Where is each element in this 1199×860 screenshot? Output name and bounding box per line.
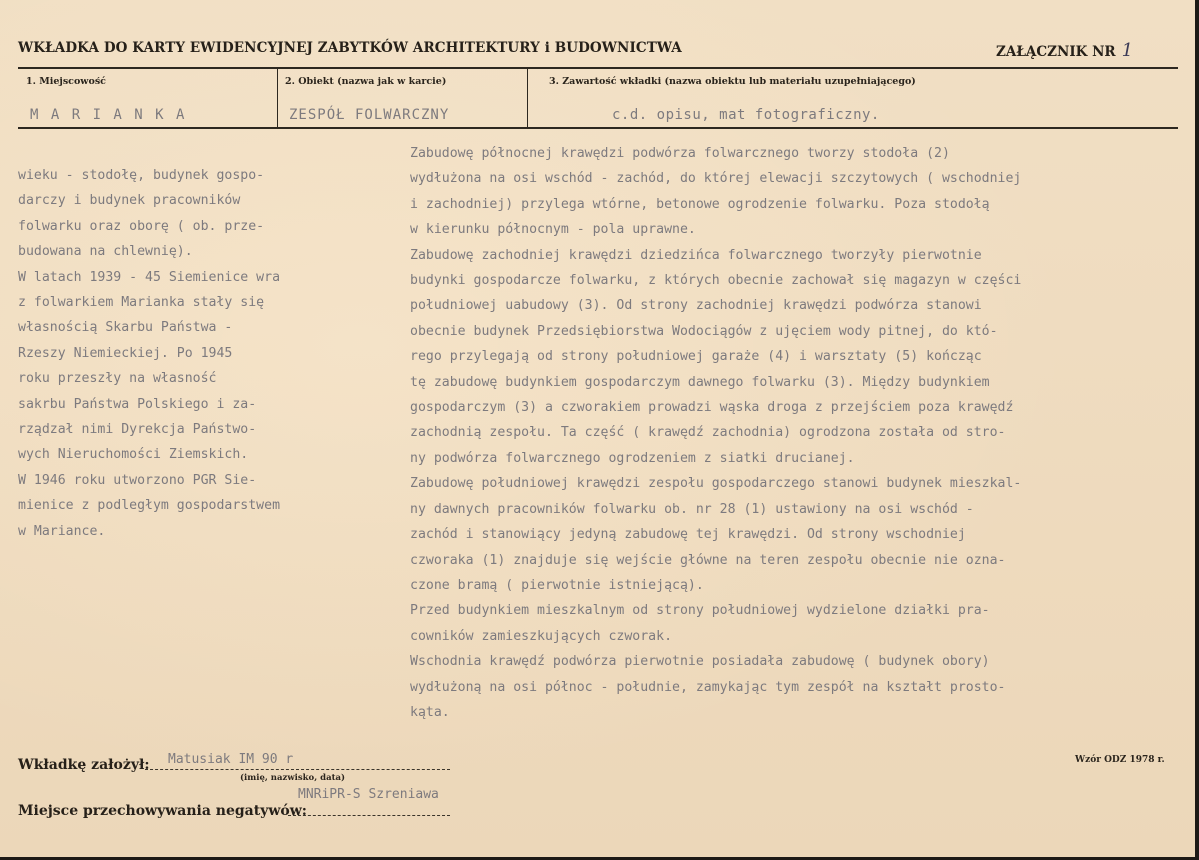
header-top-rule: [18, 67, 1178, 69]
right-paragraph: Zabudowę północnej krawędzi podwórza folwarcznego tworzy stodoła (2) wydłużona na osi wschód - zachód, do której elewacji szczytowych ( wschodniej i zachodniej) przylega wtórne, betonowe ogrodzenie folwarku. Poza stodołą w kierunku północnym - pola uprawne.: [410, 146, 1022, 238]
right-paragraph: Wschodnia krawędź podwórza pierwotnie posiadała zabudowę ( budynek obory) wydłużoną na osi północ - południe, zamykając tym zespół na kształt prosto- kąta.: [410, 654, 1006, 720]
field-divider-1: [277, 67, 278, 127]
annex-number: 1: [1121, 40, 1134, 61]
locality-label: 1. Miejscowość: [26, 76, 106, 87]
author-note: (imię, nazwisko, data): [240, 773, 346, 783]
annex-label: [996, 40, 1133, 61]
left-paragraph: wieku - stodołę, budynek gospo- darczy i budynek pracowników folwarku oraz oborę ( ob. prze- budowana na chlewnię).: [18, 168, 265, 260]
negatives-value: MNRiPR-S Szreniawa: [298, 787, 439, 802]
field-divider-2: [527, 67, 528, 127]
description-left-column: [18, 163, 363, 544]
annex-label-text: ZAŁĄCZNIK NR: [996, 44, 1116, 60]
contents-label: 3. Zawartość wkładki (nazwa obiektu lub materiału uzupełniającego): [549, 76, 916, 87]
right-paragraph: Zabudowę południowej krawędzi zespołu gospodarczego stanowi budynek mieszkal- ny dawnych pracowników folwarku ob. nr 28 (1) ustawiony na osi wschód - zachód i stanowiący jedyną zabudowę tej krawędzi. Od strony wschodniej czworaka (1) znajduje się wejście główne na teren zespołu obecnie nie ozna- czone bramą ( pierwotnie istniejącą).: [410, 476, 1022, 593]
author-line: [145, 769, 450, 770]
left-paragraph: W latach 1939 - 45 Siemienice wra z folwarkiem Marianka stały się własnością Skarbu Państwa - Rzeszy Niemieckiej. Po 1945 roku przeszły na własność sakrbu Państwa Polskiego i za- rządzał nimi Dyrekcja Państwo- wych Nieruchomości Ziemskich. W 1946 roku utworzono PGR Sie- mienice z podległym gospodarstwem w Mariance.: [18, 269, 281, 539]
header-bottom-rule: [18, 127, 1178, 129]
form-title: WKŁADKA DO KARTY EWIDENCYJNEJ ZABYTKÓW ARCHITEKTURY i BUDOWNICTWA: [18, 40, 682, 56]
description-right-column: [410, 141, 1186, 725]
author-value: Matusiak IM 90 r: [168, 752, 294, 767]
form-code: Wzór ODZ 1978 r.: [1075, 755, 1165, 765]
negatives-label: Miejsce przechowywania negatywów:: [18, 803, 307, 819]
object-value: ZESPÓŁ FOLWARCZNY: [289, 107, 450, 123]
author-label: Wkładkę założył:: [18, 757, 150, 773]
negatives-line: [288, 815, 450, 816]
right-paragraph: Zabudowę zachodniej krawędzi dziedzińca folwarcznego tworzyły pierwotnie budynki gospodarcze folwarku, z których obecnie zachował się magazyn w części południowej uabudowy (3). Od strony zachodniej krawędzi podwórza stanowi obecnie budynek Przedsiębiorstwa Wodociągów z ujęciem wody pitnej, do któ- rego przylegają od strony południowej garaże (4) i warsztaty (5) kończąc tę zabudowę budynkiem gospodarczym dawnego folwarku (3). Między budynkiem gospodarczym (3) a czworakiem prowadzi wąska droga z przejściem poza krawędź zachodnią zespołu. Ta część ( krawędź zachodnia) ogrodzona została od stro- ny podwórza folwarcznego ogrodzeniem z siatki drucianej.: [410, 247, 1022, 466]
contents-value: c.d. opisu, mat fotograficzny.: [612, 107, 880, 123]
object-label: 2. Obiekt (nazwa jak w karcie): [285, 76, 447, 87]
locality-value: M A R I A N K A: [30, 107, 187, 123]
right-paragraph: Przed budynkiem mieszkalnym od strony południowej wydzielone działki pra- cowników zamieszkujących czworak.: [410, 603, 990, 644]
scan-edge-right: [1195, 0, 1199, 860]
